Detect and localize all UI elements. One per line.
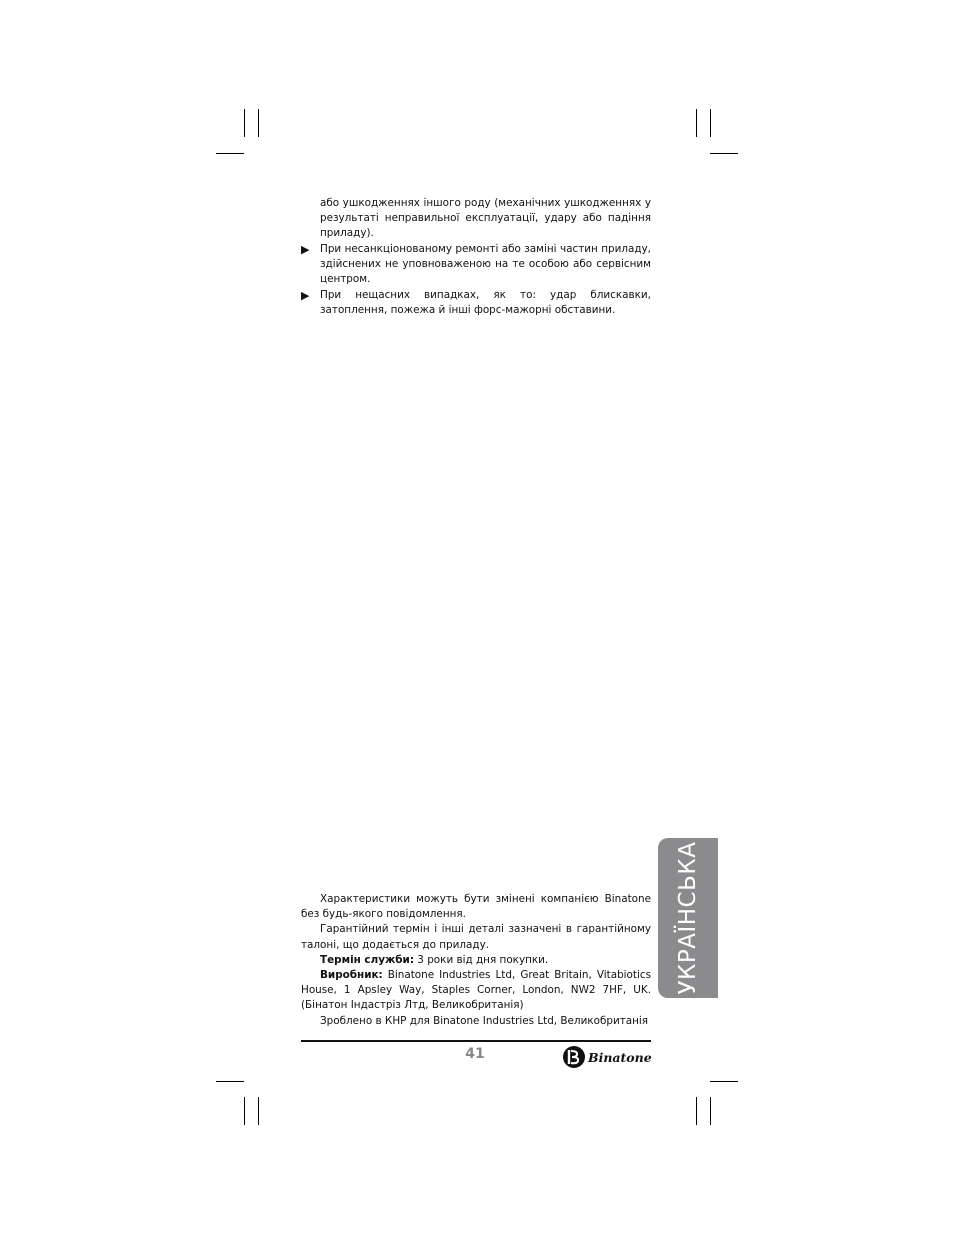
crop-mark [710, 1097, 711, 1125]
crop-mark [258, 1097, 259, 1125]
list-item [301, 288, 651, 318]
manufacturer-value: Binatone Industries Ltd, Great Britain, Vitabiotics House, 1 Apsley Way, Staples Corner, London, NW2 7HF, UK. (Бінатон Індастріз Лтд, Великобританія) [301, 969, 651, 1012]
page-number: 41 [465, 1046, 485, 1062]
product-info-block [301, 892, 651, 1029]
crop-mark [710, 1081, 738, 1082]
crop-mark [258, 109, 259, 137]
warranty-exclusion-continuation: або ушкодженнях іншого роду (механічних ушкодженнях у результаті неправильної експлуатації, удару або падіння приладу). [320, 197, 651, 240]
brand-name: Binatone [588, 1049, 652, 1065]
service-life-label: Термін служби: [320, 953, 414, 966]
crop-mark [244, 1097, 245, 1125]
warranty-note: Гарантійний термін і інші деталі зазначені в гарантійному талоні, що додається до приладу. [301, 923, 651, 951]
made-in-note: Зроблено в КНР для Binatone Industries Ltd, Великобританія [320, 1014, 649, 1027]
manufacturer-label: Виробник: [320, 969, 383, 982]
language-tab [658, 838, 718, 998]
bullet-arrow-icon: ▶ [301, 289, 310, 302]
manufacturer [301, 968, 651, 1014]
list-item-text: При нещасних випадках, як то: удар блискавки, затоплення, пожежа й інші форс-мажорні обставини. [320, 289, 651, 317]
crop-mark [710, 153, 738, 154]
service-life-value: 3 роки від дня покупки. [414, 953, 549, 966]
crop-mark [244, 109, 245, 137]
list-item [301, 242, 651, 288]
crop-mark [696, 1097, 697, 1125]
bullet-arrow-icon: ▶ [301, 243, 310, 256]
footer-divider [301, 1040, 651, 1042]
brand-logo [562, 1044, 652, 1070]
crop-mark [216, 1081, 244, 1082]
service-life [301, 953, 651, 968]
language-tab-label: УКРАЇНСЬКА [675, 841, 701, 995]
crop-mark [216, 153, 244, 154]
crop-mark [710, 109, 711, 137]
crop-mark [696, 109, 697, 137]
list-item-text: При несанкціонованому ремонті або заміні частин приладу, здійснених не уповноваженою на те особою або сервісним центром. [320, 243, 651, 286]
specs-change-note: Характеристики можуть бути змінені компанією Binatone без будь-якого повідомлення. [301, 893, 651, 921]
binatone-logo-icon [562, 1045, 586, 1069]
